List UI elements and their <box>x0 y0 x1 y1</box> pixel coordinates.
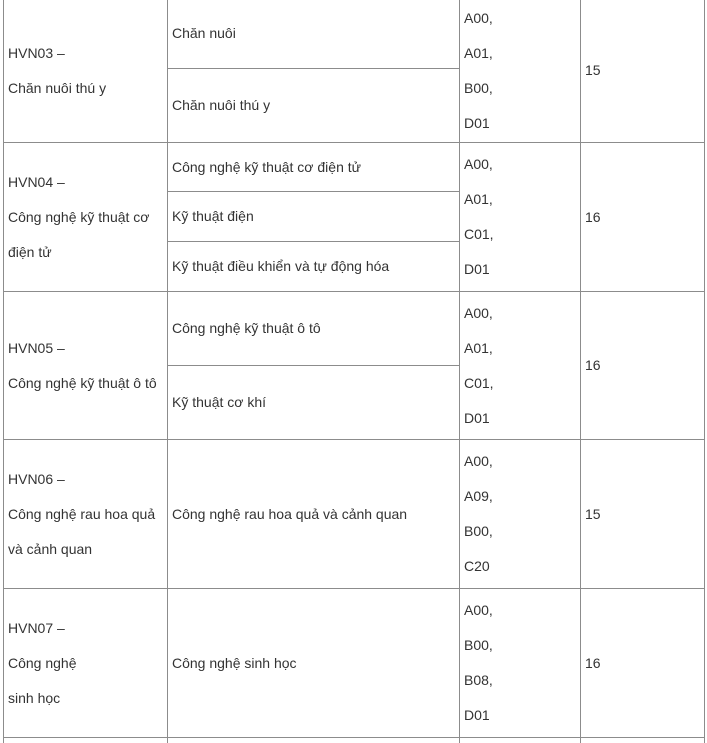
combo-code: A00, <box>464 9 493 26</box>
combo-cell <box>460 292 581 440</box>
group-code: HVN06 – <box>8 470 65 487</box>
group-name: Công nghệ rau hoa quả <box>8 505 156 522</box>
combo-code: C01, <box>464 226 494 242</box>
group-cell <box>4 292 168 440</box>
group-cell <box>4 738 168 743</box>
combo-cell <box>460 589 581 738</box>
combo-code: A00, <box>464 602 493 618</box>
major-cell: Công nghệ rau hoa quả và cảnh quan <box>168 440 460 589</box>
major-cell: Công nghệ kỹ thuật ô tô <box>168 292 460 366</box>
combo-code: D01 <box>464 261 490 277</box>
group-name: Công nghệ <box>8 654 77 671</box>
major-cell: Chăn nuôi thú y <box>168 69 460 143</box>
combo-code: A00, <box>464 156 493 172</box>
table-row <box>4 143 705 192</box>
major-cell: Chăn nuôi <box>168 0 460 69</box>
group-code: HVN07 – <box>8 619 65 636</box>
group-code: HVN04 – <box>8 173 65 190</box>
table-row <box>4 738 705 743</box>
combo-code: C20 <box>464 558 490 574</box>
group-code: HVN03 – <box>8 44 65 61</box>
group-name: Chăn nuôi thú y <box>8 79 107 96</box>
admission-table <box>3 0 705 743</box>
group-code: HVN05 – <box>8 339 65 356</box>
group-cell <box>4 440 168 589</box>
score-cell: 15 <box>581 440 705 589</box>
major-cell: Kỹ thuật cơ khí <box>168 366 460 440</box>
group-cell <box>4 0 168 143</box>
combo-code: D01 <box>464 707 490 723</box>
combo-code: A00, <box>464 304 493 321</box>
combo-code: C01, <box>464 374 494 391</box>
score-cell: 16 <box>581 292 705 440</box>
table-row <box>4 292 705 366</box>
combo-code: B00, <box>464 79 493 96</box>
score-cell: 16 <box>581 143 705 292</box>
group-name: Công nghệ kỹ thuật ô tô <box>8 374 157 391</box>
combo-code: D01 <box>464 409 490 426</box>
score-cell <box>581 738 705 743</box>
combo-cell <box>460 440 581 589</box>
combo-code: A01, <box>464 44 493 61</box>
table-row <box>4 0 705 69</box>
group-name: Công nghệ kỹ thuật cơ <box>8 208 150 225</box>
group-cell <box>4 143 168 292</box>
major-cell: Kỹ thuật điện <box>168 192 460 242</box>
combo-code: A01, <box>464 191 493 207</box>
combo-cell <box>460 143 581 292</box>
combo-code: D01 <box>464 114 490 131</box>
combo-code: A09, <box>464 488 493 504</box>
combo-code: A00, <box>464 453 493 469</box>
table-row <box>4 589 705 738</box>
major-cell: Công nghệ kỹ thuật cơ điện tử <box>168 143 460 192</box>
major-cell: Công nghệ sinh học <box>168 589 460 738</box>
major-cell: Kỹ thuật điều khiển và tự động hóa <box>168 242 460 292</box>
combo-code: A01, <box>464 339 493 356</box>
combo-cell <box>460 0 581 143</box>
combo-code: B00, <box>464 523 493 539</box>
score-cell: 15 <box>581 0 705 143</box>
group-name: điện tử <box>8 243 52 260</box>
group-cell <box>4 589 168 738</box>
major-cell <box>168 738 460 743</box>
score-cell: 16 <box>581 589 705 738</box>
group-name: sinh học <box>8 689 61 706</box>
combo-cell <box>460 738 581 743</box>
table-row <box>4 440 705 589</box>
combo-code: B08, <box>464 672 493 688</box>
combo-code: B00, <box>464 637 493 653</box>
group-name: và cảnh quan <box>8 540 93 557</box>
